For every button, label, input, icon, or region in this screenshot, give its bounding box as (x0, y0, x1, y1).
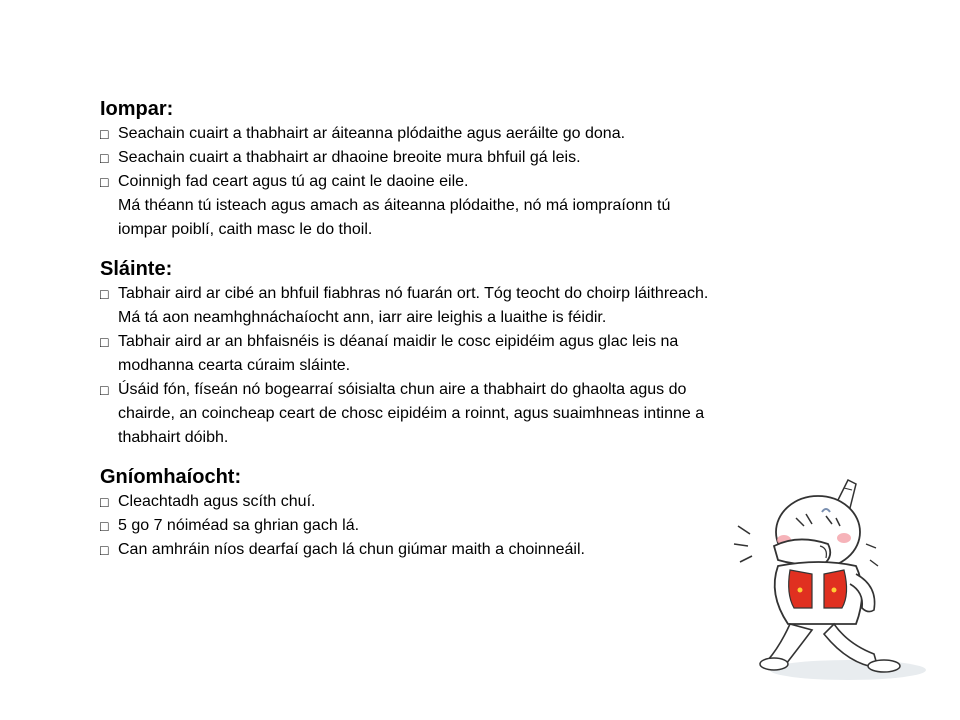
item-text: Cleachtadh agus scíth chuí. (118, 493, 316, 510)
coughing-child-illustration (728, 474, 933, 684)
list-item (100, 170, 920, 194)
checkbox-bullet-icon: □ (100, 174, 109, 190)
checkbox-bullet-icon: □ (100, 494, 109, 510)
item-text: Úsáid fón, físeán nó bogearraí sóisialta chun aire a thabhairt do ghaolta agus do (118, 381, 687, 398)
checkbox-bullet-icon: □ (100, 286, 109, 302)
list-item (100, 282, 920, 306)
checkbox-bullet-icon: □ (100, 382, 109, 398)
checkbox-bullet-icon: □ (100, 518, 109, 534)
checkbox-bullet-icon: □ (100, 150, 109, 166)
item-text: Coinnigh fad ceart agus tú ag caint le daoine eile. (118, 173, 469, 190)
item-continuation: Má tá aon neamhghnáchaíocht ann, iarr aire leighis a luaithe is féidir. (118, 309, 607, 326)
item-text: Can amhráin níos dearfaí gach lá chun giúmar maith a choinneáil. (118, 541, 585, 558)
item-continuation: chairde, an coincheap ceart de chosc eipidéim a roinnt, agus suaimhneas intinne a (118, 405, 705, 422)
checkbox-bullet-icon: □ (100, 126, 109, 142)
item-continuation: modhanna cearta cúraim sláinte. (118, 357, 351, 374)
checkbox-bullet-icon: □ (100, 542, 109, 558)
checkbox-bullet-icon: □ (100, 334, 109, 350)
item-text: Tabhair aird ar cibé an bhfuil fiabhras nó fuarán ort. Tóg teocht do choirp láithreach. (118, 285, 709, 302)
list-item (100, 146, 920, 170)
item-continuation: iompar poiblí, caith masc le do thoil. (118, 221, 373, 238)
item-continuation: thabhairt dóibh. (118, 429, 229, 446)
section-heading-gniomhaiocht: Gníomhaíocht: (100, 466, 242, 488)
item-text: 5 go 7 nóiméad sa ghrian gach lá. (118, 517, 360, 534)
list-item (100, 330, 920, 354)
list-item (100, 378, 920, 402)
section-heading-slainte: Sláinte: (100, 258, 173, 280)
item-text: Tabhair aird ar an bhfaisnéis is déanaí maidir le cosc eipidéim agus glac leis na (118, 333, 679, 350)
item-text: Seachain cuairt a thabhairt ar dhaoine breoite mura bhfuil gá leis. (118, 149, 581, 166)
item-continuation: Má théann tú isteach agus amach as áiteanna plódaithe, nó má iompraíonn tú (118, 197, 671, 214)
section-heading-iompar: Iompar: (100, 98, 174, 120)
item-text: Seachain cuairt a thabhairt ar áiteanna plódaithe agus aeráilte go dona. (118, 125, 626, 142)
list-item (100, 122, 920, 146)
